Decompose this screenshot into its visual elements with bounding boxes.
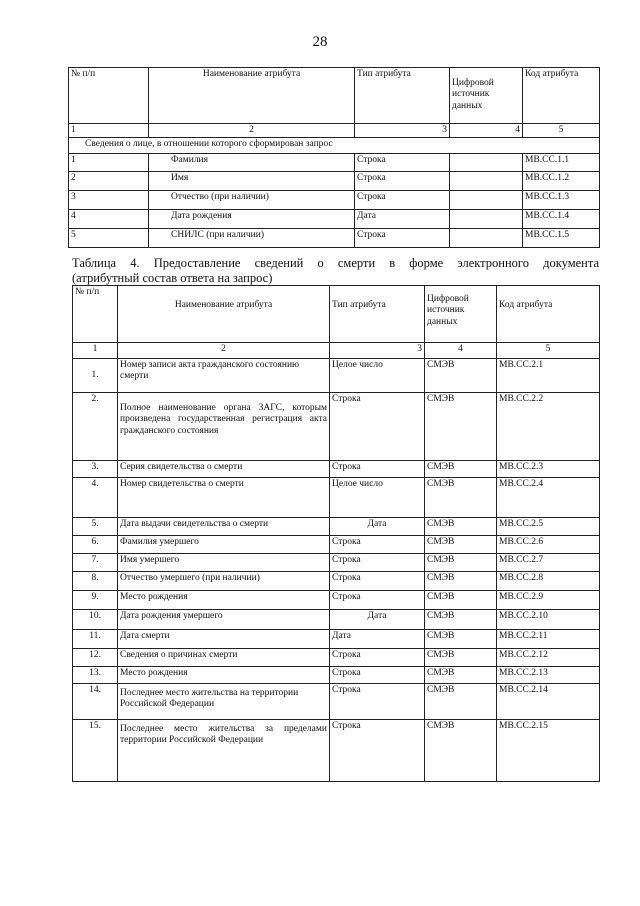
header-code: Код атрибута [523,68,600,124]
row-name: Сведения о причинах смерти [118,649,330,667]
row-code: МВ.СС.2.8 [497,572,600,591]
header-type: Тип атрибута [330,286,425,343]
row-num: 5. [73,518,118,536]
row-name: Полное наименование органа ЗАГС, которым произведена государственная регистрация акта гражданского состояния [118,393,330,461]
row-code: МВ.СС.1.5 [523,229,600,248]
table-row [73,649,600,667]
table-header-row [69,68,600,124]
row-source [450,229,523,248]
row-name: Место рождения [118,667,330,684]
row-num: 6. [73,536,118,554]
row-num: 4. [73,478,118,518]
table-header-row [73,286,600,343]
row-num: 12. [73,649,118,667]
row-code: МВ.СС.2.14 [497,684,600,720]
row-num: 3 [69,191,149,210]
row-source: СМЭВ [425,649,497,667]
row-num: 5 [69,229,149,248]
row-name: Номер свидетельства о смерти [118,478,330,518]
row-num: 2 [69,172,149,191]
index-cell: 1 [69,124,149,138]
row-type: Строка [330,667,425,684]
index-cell: 5 [523,124,600,138]
index-cell: 4 [425,343,497,359]
request-attributes-table [68,67,600,248]
index-cell: 1 [73,343,118,359]
index-row [73,343,600,359]
row-num: 11. [73,630,118,649]
table-row [73,518,600,536]
row-code: МВ.СС.2.9 [497,591,600,610]
row-source [450,210,523,229]
header-type: Тип атрибута [355,68,450,124]
row-code: МВ.СС.1.2 [523,172,600,191]
row-num: 4 [69,210,149,229]
row-num: 1 [69,154,149,172]
row-name: Серия свидетельства о смерти [118,461,330,478]
table-row [69,229,600,248]
row-source: СМЭВ [425,684,497,720]
header-num: № п/п [73,286,118,343]
row-source: СМЭВ [425,478,497,518]
table-row [69,191,600,210]
row-code: МВ.СС.1.3 [523,191,600,210]
row-code: МВ.СС.2.11 [497,630,600,649]
table-row [73,610,600,630]
section-row [69,138,600,154]
row-name: Дата смерти [118,630,330,649]
row-code: МВ.СС.2.12 [497,649,600,667]
death-info-attributes-table [72,285,600,782]
row-type: Целое число [330,478,425,518]
row-type: Дата [330,630,425,649]
row-name: Номер записи акта гражданского состоянию смерти [118,359,330,393]
row-name: Фамилия [149,154,355,172]
table-row [73,720,600,782]
table-row [73,667,600,684]
row-num: 7. [73,554,118,572]
table-row [69,210,600,229]
table-row [69,172,600,191]
row-num: 13. [73,667,118,684]
index-cell: 5 [497,343,600,359]
row-num: 14. [73,684,118,720]
row-name: Отчество (при наличии) [149,191,355,210]
row-num: 1. [73,359,118,393]
row-code: МВ.СС.2.3 [497,461,600,478]
row-code: МВ.СС.2.13 [497,667,600,684]
caption-line1: Таблица 4. Предоставление сведений о смерти в форме электронного документа [72,256,599,270]
row-name: Отчество умершего (при наличии) [118,572,330,591]
row-name: Дата выдачи свидетельства о смерти [118,518,330,536]
table-row [73,359,600,393]
row-name: Дата рождения [149,210,355,229]
section-title: Сведения о лице, в отношении которого сформирован запрос [69,138,600,154]
header-source: Цифровой источник данных [425,286,497,343]
row-source: СМЭВ [425,536,497,554]
row-num: 8. [73,572,118,591]
table-row [73,393,600,461]
header-num: № п/п [69,68,149,124]
index-cell: 2 [118,343,330,359]
row-name: СНИЛС (при наличии) [149,229,355,248]
row-source: СМЭВ [425,610,497,630]
row-source [450,172,523,191]
row-type: Строка [330,536,425,554]
row-type: Строка [330,720,425,782]
table-row [73,684,600,720]
row-num: 3. [73,461,118,478]
row-type: Строка [330,393,425,461]
caption-line2: (атрибутный состав ответа на запрос) [72,271,273,285]
row-num: 9. [73,591,118,610]
table-row [73,461,600,478]
row-type: Дата [355,210,450,229]
row-type: Дата [330,610,425,630]
row-type: Целое число [330,359,425,393]
page-number: 28 [312,34,328,50]
row-source: СМЭВ [425,359,497,393]
row-type: Строка [330,554,425,572]
row-type: Строка [330,684,425,720]
table-row [73,536,600,554]
row-code: МВ.СС.2.2 [497,393,600,461]
table-row [73,591,600,610]
row-source: СМЭВ [425,461,497,478]
row-source: СМЭВ [425,554,497,572]
row-type: Строка [330,591,425,610]
row-name: Последнее место жительства за пределами территории Российской Федерации [118,720,330,782]
table-row [69,154,600,172]
row-source: СМЭВ [425,720,497,782]
index-cell: 2 [149,124,355,138]
row-type: Строка [355,154,450,172]
header-code: Код атрибута [497,286,600,343]
row-name: Место рождения [118,591,330,610]
row-type: Строка [330,461,425,478]
row-type: Строка [330,649,425,667]
row-source [450,191,523,210]
row-code: МВ.СС.2.4 [497,478,600,518]
row-code: МВ.СС.2.15 [497,720,600,782]
row-num: 10. [73,610,118,630]
index-cell: 3 [330,343,425,359]
row-source: СМЭВ [425,591,497,610]
row-num: 15. [73,720,118,782]
row-type: Строка [355,229,450,248]
row-code: МВ.СС.2.6 [497,536,600,554]
table-row [73,572,600,591]
row-name: Фамилия умершего [118,536,330,554]
row-type: Строка [355,191,450,210]
header-source: Цифровой источник данных [450,68,523,124]
table-row [73,478,600,518]
index-row [69,124,600,138]
row-type: Дата [330,518,425,536]
index-cell: 3 [355,124,450,138]
row-type: Строка [330,572,425,591]
row-name: Дата рождения умершего [118,610,330,630]
header-name: Наименование атрибута [118,286,330,343]
table-row [73,554,600,572]
table-caption [72,256,599,286]
row-num: 2. [73,393,118,461]
row-name: Последнее место жительства на территории Российской Федерации [118,684,330,720]
row-type: Строка [355,172,450,191]
index-cell: 4 [450,124,523,138]
row-name: Имя умершего [118,554,330,572]
row-source: СМЭВ [425,393,497,461]
row-source: СМЭВ [425,630,497,649]
header-name: Наименование атрибута [149,68,355,124]
row-code: МВ.СС.1.4 [523,210,600,229]
row-code: МВ.СС.2.1 [497,359,600,393]
row-code: МВ.СС.1.1 [523,154,600,172]
row-code: МВ.СС.2.10 [497,610,600,630]
row-source: СМЭВ [425,572,497,591]
table-row [73,630,600,649]
row-name: Имя [149,172,355,191]
row-code: МВ.СС.2.5 [497,518,600,536]
row-code: МВ.СС.2.7 [497,554,600,572]
row-source: СМЭВ [425,518,497,536]
row-source [450,154,523,172]
row-source: СМЭВ [425,667,497,684]
